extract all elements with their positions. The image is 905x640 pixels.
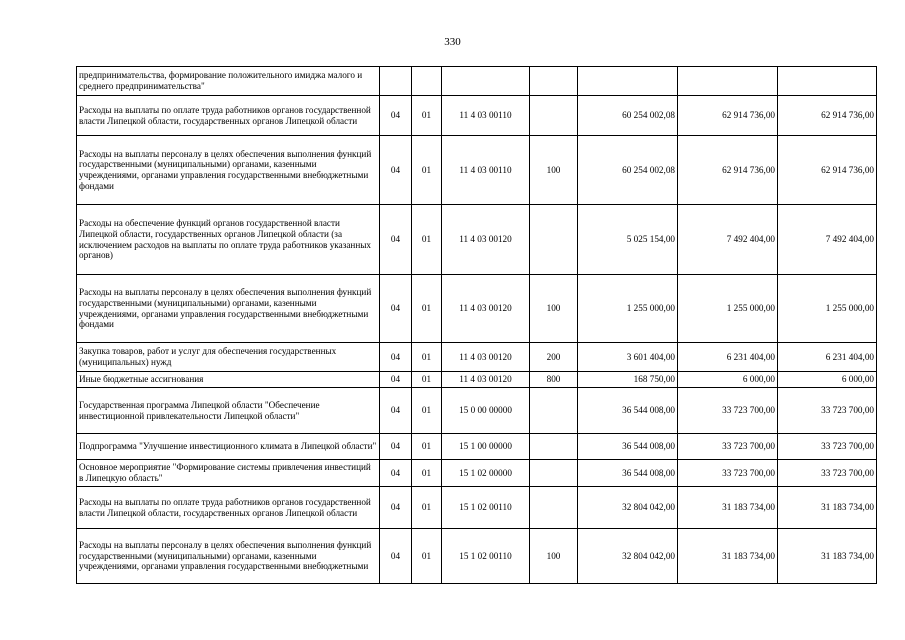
pr-code: 01 [412,529,442,584]
table-row [77,205,877,275]
sum-col-3: 62 914 736,00 [778,136,877,205]
row-name: Расходы на выплаты персоналу в целях обеспечения выполнения функций государственными (муниципальными) органами, казенными учреждениями, органами управления государственными внебюджетными фондами [77,275,380,343]
pr-code: 01 [412,434,442,460]
vr-code [530,67,578,96]
sum-col-1: 168 750,00 [578,372,678,388]
table-row [77,487,877,529]
sum-col-2: 62 914 736,00 [678,136,778,205]
sum-col-2: 33 723 700,00 [678,388,778,434]
sum-col-3: 62 914 736,00 [778,96,877,136]
pr-code: 01 [412,136,442,205]
sum-col-3: 33 723 700,00 [778,434,877,460]
sum-col-1: 32 804 042,00 [578,529,678,584]
csr-code: 11 4 03 00120 [442,205,530,275]
sum-col-3: 33 723 700,00 [778,460,877,487]
sum-col-1: 36 544 008,00 [578,460,678,487]
table-row [77,529,877,584]
row-name: Расходы на выплаты персоналу в целях обеспечения выполнения функций государственными (муниципальными) органами, казенными учреждениями, органами управления государственными внебюджетными фондами [77,136,380,205]
row-name: Закупка товаров, работ и услуг для обеспечения государственных (муниципальных) нужд [77,343,380,372]
sum-col-2: 31 183 734,00 [678,487,778,529]
row-name: Государственная программа Липецкой области "Обеспечение инвестиционной привлекательности Липецкой области" [77,388,380,434]
sum-col-2: 33 723 700,00 [678,460,778,487]
sum-col-3: 31 183 734,00 [778,529,877,584]
sum-col-1: 60 254 002,08 [578,96,678,136]
vr-code: 100 [530,275,578,343]
pr-code: 01 [412,388,442,434]
vr-code: 100 [530,529,578,584]
row-name: предпринимательства, формирование положительного имиджа малого и среднего предпринимательства" [77,67,380,96]
table-row [77,96,877,136]
sum-col-2: 31 183 734,00 [678,529,778,584]
row-name: Основное мероприятие "Формирование системы привлечения инвестиций в Липецкую область" [77,460,380,487]
row-name: Расходы на обеспечение функций органов государственной власти Липецкой области, государственных органов Липецкой области (за исключением расходов на выплаты по оплате труда работников указанных органов) [77,205,380,275]
sum-col-3: 33 723 700,00 [778,388,877,434]
gr-code: 04 [380,434,412,460]
gr-code: 04 [380,343,412,372]
sum-col-1: 5 025 154,00 [578,205,678,275]
row-name: Подпрограмма "Улучшение инвестиционного климата в Липецкой области" [77,434,380,460]
row-name: Расходы на выплаты по оплате труда работников органов государственной власти Липецкой области, государственных органов Липецкой области [77,487,380,529]
row-name: Расходы на выплаты по оплате труда работников органов государственной власти Липецкой области, государственных органов Липецкой области [77,96,380,136]
sum-col-1: 3 601 404,00 [578,343,678,372]
gr-code: 04 [380,136,412,205]
sum-col-3: 31 183 734,00 [778,487,877,529]
table-row [77,434,877,460]
gr-code: 04 [380,372,412,388]
gr-code: 04 [380,96,412,136]
row-name: Расходы на выплаты персоналу в целях обеспечения выполнения функций государственными (муниципальными) органами, казенными учреждениями, органами управления государственными внебюджетными [77,529,380,584]
sum-col-3 [778,67,877,96]
csr-code: 15 1 02 00000 [442,460,530,487]
vr-code [530,388,578,434]
gr-code: 04 [380,460,412,487]
gr-code: 04 [380,275,412,343]
vr-code: 800 [530,372,578,388]
gr-code: 04 [380,388,412,434]
csr-code [442,67,530,96]
vr-code: 100 [530,136,578,205]
row-name: Иные бюджетные ассигнования [77,372,380,388]
csr-code: 15 1 00 00000 [442,434,530,460]
vr-code [530,460,578,487]
pr-code: 01 [412,460,442,487]
sum-col-3: 1 255 000,00 [778,275,877,343]
sum-col-2: 6 000,00 [678,372,778,388]
table-row [77,372,877,388]
pr-code: 01 [412,487,442,529]
sum-col-2: 33 723 700,00 [678,434,778,460]
gr-code: 04 [380,487,412,529]
pr-code: 01 [412,205,442,275]
sum-col-1: 1 255 000,00 [578,275,678,343]
table-row [77,136,877,205]
sum-col-2: 6 231 404,00 [678,343,778,372]
pr-code: 01 [412,275,442,343]
gr-code: 04 [380,529,412,584]
csr-code: 15 1 02 00110 [442,529,530,584]
csr-code: 11 4 03 00120 [442,343,530,372]
sum-col-1: 36 544 008,00 [578,388,678,434]
table-row [77,343,877,372]
csr-code: 11 4 03 00110 [442,96,530,136]
sum-col-3: 6 231 404,00 [778,343,877,372]
vr-code [530,96,578,136]
vr-code: 200 [530,343,578,372]
sum-col-2: 1 255 000,00 [678,275,778,343]
budget-table [76,66,877,584]
pr-code [412,67,442,96]
sum-col-2: 7 492 404,00 [678,205,778,275]
csr-code: 15 1 02 00110 [442,487,530,529]
sum-col-1: 32 804 042,00 [578,487,678,529]
sum-col-1 [578,67,678,96]
vr-code [530,205,578,275]
table-row [77,388,877,434]
csr-code: 15 0 00 00000 [442,388,530,434]
sum-col-1: 36 544 008,00 [578,434,678,460]
sum-col-3: 6 000,00 [778,372,877,388]
vr-code [530,487,578,529]
table-row [77,460,877,487]
sum-col-1: 60 254 002,08 [578,136,678,205]
csr-code: 11 4 03 00120 [442,372,530,388]
sum-col-2: 62 914 736,00 [678,96,778,136]
sum-col-3: 7 492 404,00 [778,205,877,275]
csr-code: 11 4 03 00120 [442,275,530,343]
table-row [77,275,877,343]
csr-code: 11 4 03 00110 [442,136,530,205]
pr-code: 01 [412,96,442,136]
gr-code [380,67,412,96]
gr-code: 04 [380,205,412,275]
vr-code [530,434,578,460]
page-number: 330 [444,36,461,48]
pr-code: 01 [412,343,442,372]
pr-code: 01 [412,372,442,388]
sum-col-2 [678,67,778,96]
table-row [77,67,877,96]
